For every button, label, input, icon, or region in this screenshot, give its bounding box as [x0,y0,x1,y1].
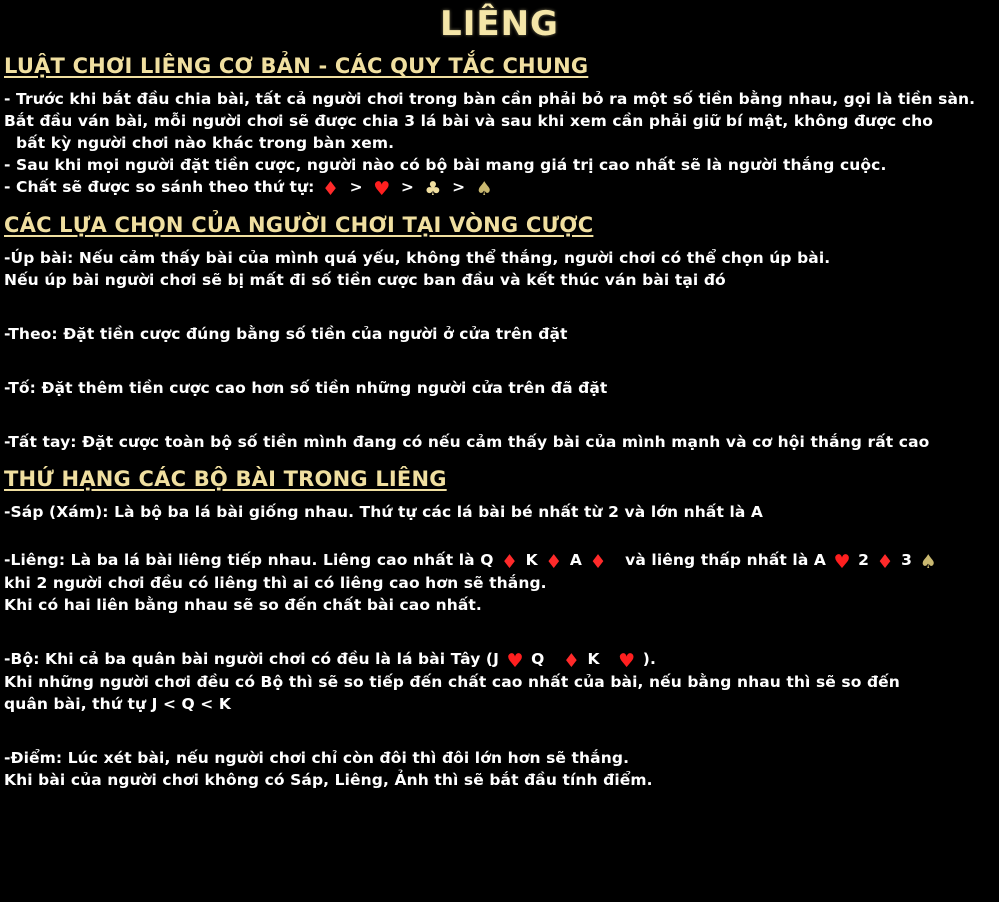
diamond-icon: ♦ [321,178,340,200]
rules-page [0,4,999,902]
heart-icon: ♥ [618,650,636,672]
bo-text-d: ). [642,650,656,668]
option-theo [4,323,995,345]
section-heading-general-rules: LUẬT CHƠI LIÊNG CƠ BẢN - CÁC QUY TẮC CHUNG [4,54,589,78]
rank-line-with-suits [4,648,995,671]
option-line: -Tố: Đặt thêm tiền cược cao hơn số tiền những người cửa trên đã đặt [4,379,608,397]
section-heading-betting-options: CÁC LỰA CHỌN CỦA NGƯỜI CHƠI TẠI VÒNG CƯỢC [4,213,594,237]
spacer [4,533,995,539]
suit-order-label: - Chất sẽ được so sánh theo thứ tự: [4,178,315,196]
lieng-text-d: và liêng thấp nhất là A [625,551,826,569]
option-line: -Tất tay: Đặt cược toàn bộ số tiền mình đang có nếu cảm thấy bài của mình mạnh và cơ hội thắng rất cao [4,433,930,451]
option-line: -Úp bài: Nếu cảm thấy bài của mình quá yếu, không thể thắng, người chơi có thể chọn úp bài. [4,249,831,267]
general-rules-block [4,88,995,199]
general-rule-line: Bắt đầu ván bài, mỗi người chơi sẽ được chia 3 lá bài và sau khi xem cần phải giữ bí mật, không được cho [4,112,933,130]
diamond-icon: ♦ [545,551,563,573]
general-rule-line: - Trước khi bắt đầu chia bài, tất cả người chơi trong bàn cần phải bỏ ra một số tiền bằng nhau, gọi là tiền sàn. [4,90,976,108]
rank-line: -Sáp (Xám): Là bộ ba lá bài giống nhau. Thứ tự các lá bài bé nhất từ 2 và lớn nhất là A [4,503,764,521]
spade-icon: ♠ [919,551,937,573]
lieng-text-e: 2 [858,551,870,569]
section-heading-hand-ranking: THỨ HẠNG CÁC BỘ BÀI TRONG LIÊNG [4,467,447,491]
rank-lieng [4,549,995,616]
suit-order-rule [4,176,995,199]
general-rule-line: bất kỳ người chơi nào khác trong bàn xem. [16,134,395,152]
bo-text-b: Q [531,650,545,668]
diamond-icon: ♦ [562,650,581,672]
diamond-icon: ♦ [589,551,607,573]
rank-sap [4,501,995,523]
option-to [4,377,995,399]
suit-separator: > [452,178,466,196]
bo-text-a: -Bộ: Khi cả ba quân bài người chơi có đều là lá bài Tây (J [4,650,499,668]
option-line: Nếu úp bài người chơi sẽ bị mất đi số tiền cược ban đầu và kết thúc ván bài tại đó [4,271,726,289]
rank-diem [4,747,995,791]
option-up-bai [4,247,995,291]
lieng-text-c: A [569,551,583,569]
option-tat-tay [4,431,995,453]
diamond-icon: ♦ [876,551,894,573]
spacer [4,725,995,737]
page-title: LIÊNG [440,4,559,44]
heart-icon: ♥ [506,650,524,672]
heart-icon: ♥ [373,178,391,200]
rank-line: Khi có hai liên bằng nhau sẽ so đến chất bài cao nhất. [4,596,482,614]
rank-line: Khi những người chơi đều có Bộ thì sẽ so tiếp đến chất cao nhất của bài, nếu bằng nhau thì sẽ so đến [4,673,900,691]
spacer [4,409,995,421]
lieng-text-a: -Liêng: Là ba lá bài liêng tiếp nhau. Liêng cao nhất là Q [4,551,494,569]
heart-icon: ♥ [833,551,851,573]
general-rule-line: - Sau khi mọi người đặt tiền cược, người nào có bộ bài mang giá trị cao nhất sẽ là người thắng cuộc. [4,156,887,174]
spacer [4,301,995,313]
rank-line: khi 2 người chơi đều có liêng thì ai có liêng cao hơn sẽ thắng. [4,574,547,592]
suit-separator: > [400,178,414,196]
option-line: -Theo: Đặt tiền cược đúng bằng số tiền của người ở cửa trên đặt [4,325,568,343]
rank-line: -Điểm: Lúc xét bài, nếu người chơi chỉ còn đôi thì đôi lớn hơn sẽ thắng. [4,749,630,767]
spacer [4,355,995,367]
spacer [4,626,995,638]
rank-line: Khi bài của người chơi không có Sáp, Liêng, Ảnh thì sẽ bắt đầu tính điểm. [4,771,653,789]
lieng-text-f: 3 [901,551,913,569]
diamond-icon: ♦ [501,551,519,573]
suit-separator: > [349,178,363,196]
lieng-text-b: K [525,551,538,569]
spade-icon: ♠ [475,178,493,200]
rank-line-with-suits [4,549,995,572]
bo-text-c: K [587,650,600,668]
club-icon: ♣ [424,178,442,200]
rank-bo [4,648,995,715]
rank-line: quân bài, thứ tự J < Q < K [4,695,232,713]
